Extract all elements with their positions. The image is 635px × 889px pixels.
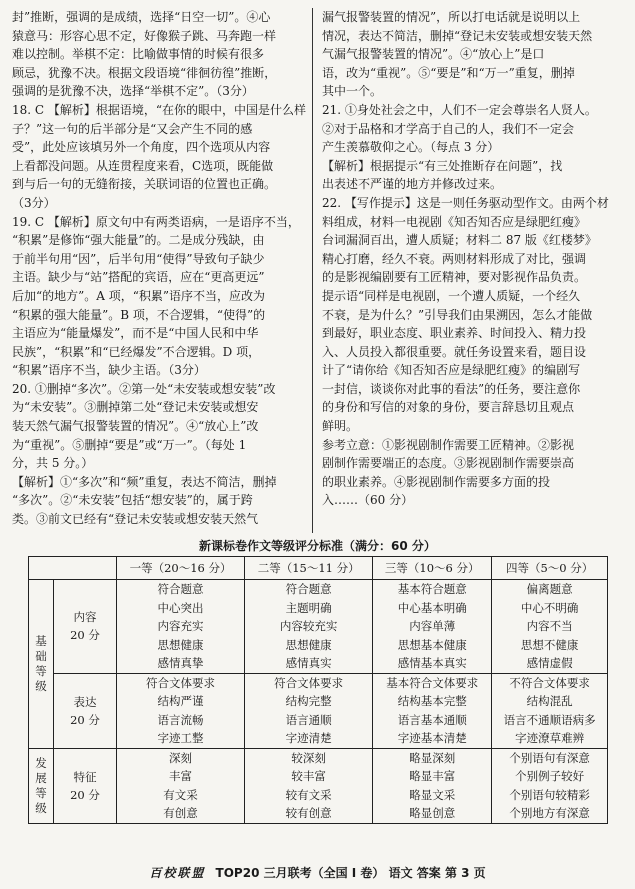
criterion-label [54, 673, 117, 748]
rubric-cell-line: 语言流畅 [157, 712, 204, 727]
text-line: 台词漏洞百出，遭人质疑；材料二 87 版《红楼梦》 [322, 233, 597, 248]
page-footer [0, 864, 635, 881]
rubric-cell-line: 内容较充实 [279, 619, 338, 633]
rubric-cell-line: 符合题意 [157, 582, 204, 596]
level-header: 一等（20～16 分） [117, 557, 245, 580]
rubric-cell-line: 感情虚假 [526, 656, 573, 670]
rubric-cell-line: 思想健康 [157, 637, 204, 652]
text-line: 难以控制。举棋不定：比喻做事情的时候有很多 [12, 47, 265, 62]
text-line: 子？”这一句的后半部分是“又会产生不同的感 [12, 121, 253, 136]
text-line: 分，共 5 分。） [12, 456, 94, 471]
criterion-name: 内容 [73, 610, 97, 625]
text-line: 上看都没问题。从连贯程度来看，C选项，既能做 [12, 158, 274, 173]
header-blank [29, 557, 117, 580]
rubric-cell-line: 符合文体要求 [274, 675, 344, 690]
rubric-cell-line: 语言通顺 [285, 712, 332, 727]
text-line: 18. C 【解析】根据语境，“在你的眼中，中国是什么样 [12, 102, 307, 117]
rubric-cell-line: 结构严谨 [157, 694, 204, 708]
text-line: 产生羡慕敬仰之心。（每点 3 分） [322, 140, 500, 155]
text-line: 参考立意：①影视剧制作需要工匠精神。②影视 [322, 437, 575, 452]
text-line: “多次”。②“未安装”包括“想安装”的，属于跨 [12, 493, 253, 508]
text-line: 为“未安装”。③删掉第二处“登记未安装或想安 [12, 400, 259, 415]
rubric-cell-line: 字迹基本清楚 [397, 731, 467, 745]
criterion-name: 表达 [73, 694, 97, 709]
text-line: 情况，表达不简洁，删掉“登记未安装或想安装天然 [322, 28, 593, 43]
text-line: 的职业素养。④影视剧制作需要多方面的投 [322, 474, 551, 489]
text-line: 【解析】根据提示“有三处推断存在问题”，找 [322, 158, 563, 173]
text-line: “积累的强大能量”。B 项，不合逻辑，“使得”的 [12, 307, 266, 322]
text-line: 鲜明。 [322, 419, 359, 434]
rubric-cell-line: 个别例子较好 [515, 769, 585, 783]
rubric-cell-line: 较丰富 [291, 769, 326, 783]
level-header: 二等（15～11 分） [245, 557, 373, 580]
rubric-cell [245, 673, 373, 748]
rubric-cell-line: 较有文采 [285, 787, 332, 802]
text-line: 【解析】①“多次”和“频”重复，表达不简洁，删掉 [12, 474, 277, 489]
rubric-cell-line: 偏离题意 [526, 582, 573, 596]
rubric-cell-line: 符合文体要求 [146, 675, 216, 690]
text-line: 入、人员投入都很重要。就任务设置来看，题目设 [322, 344, 587, 359]
rubric-cell-line: 中心突出 [157, 600, 204, 615]
rubric-cell-line: 内容不当 [526, 619, 573, 633]
criterion-score: 20 分 [70, 787, 100, 802]
rubric-cell-line: 基本符合文体要求 [386, 675, 479, 690]
text-line: 强调的是犹豫不决，选择“举棋不定”。（3分） [12, 84, 254, 99]
rubric-cell-line: 略显文采 [409, 787, 456, 802]
rubric-cell [492, 580, 608, 674]
rubric-cell [373, 580, 492, 674]
rubric-cell-line: 字迹潦草难辨 [515, 731, 585, 745]
text-line: 民族”，“积累”和“已经爆发”不合逻辑。D 项， [12, 344, 261, 359]
rubric-cell-line: 符合题意 [285, 582, 332, 596]
rubric-cell-line: 有文采 [163, 787, 198, 802]
text-line: 受”，此处应该填另外一个角度，四个选项从内容 [12, 140, 271, 155]
rubric-cell-line: 有创意 [163, 806, 198, 820]
category-label: 发 展 等 级 [29, 748, 54, 823]
rubric-table [28, 556, 608, 824]
rubric-cell [373, 673, 492, 748]
rubric-cell-line: 感情真挚 [157, 656, 204, 670]
text-line: 于前半句用“因”，后半句用“使得”导致句子缺少 [12, 251, 265, 266]
rubric-cell [492, 748, 608, 823]
rubric-cell-line: 思想健康 [285, 637, 332, 652]
rubric-cell-line: 较深刻 [291, 750, 326, 765]
rubric-title: 新课标卷作文等级评分标准（满分：60 分） [199, 539, 436, 553]
text-line: 后加“的地方”。A 项，“积累”语序不当，应改为 [12, 288, 266, 303]
text-line: 提示语“同样是电视剧，一个遭人质疑，一个经久 [322, 288, 581, 303]
rubric-cell-line: 中心基本明确 [397, 600, 467, 615]
text-line: 19. C 【解析】原文句中有两类语病，一是语序不当， [12, 214, 300, 229]
rubric-cell-line: 个别地方有深意 [509, 806, 590, 820]
rubric-cell-line: 略显丰富 [409, 769, 456, 783]
text-line: “积累”是修饰“强大能量”的。二是成分残缺，由 [12, 233, 265, 248]
rubric-cell [117, 673, 245, 748]
rubric-cell-line: 略显创意 [409, 806, 456, 820]
rubric-cell-line: 个别语句有深意 [509, 750, 590, 765]
text-line: 到与后一句的无缝衔接，关联词语的位置也正确。 [12, 177, 277, 192]
text-line: 的是影视编剧要有工匠精神，要对影视作品负责。 [322, 270, 587, 285]
rubric-cell-line: 主题明确 [285, 600, 332, 615]
text-line: ②对于品格和才学高于自己的人，我们不一定会 [322, 121, 575, 136]
text-line: 语，改为“重视”。⑤“要是”和“万一”重复，删掉 [322, 65, 575, 80]
rubric-cell-line: 内容充实 [157, 619, 204, 633]
rubric-cell-line: 深刻 [169, 750, 193, 765]
rubric-cell-line: 丰富 [169, 769, 193, 783]
text-line: 封”推断，强调的是成绩，选择“日空一切”。④心 [12, 10, 271, 24]
rubric-cell [245, 580, 373, 674]
rubric-cell-line: 不符合文体要求 [509, 675, 590, 690]
text-line: 22. 【写作提示】这是一则任务驱动型作文。由两个材 [322, 195, 609, 210]
criterion-score: 20 分 [70, 628, 100, 643]
text-line: （3分） [12, 195, 56, 210]
text-line: 为“重视”。⑤删掉“要是”或“万一”。（每处 1 [12, 437, 247, 452]
text-line: 装天然气漏气报警装置的情况”。④“放心上”改 [12, 419, 259, 434]
text-line: 剧制作需要端正的态度。③影视剧制作需要崇高 [322, 456, 575, 471]
rubric-cell-line: 语言不通顺语病多 [503, 712, 596, 727]
rubric-cell-line: 感情基本真实 [397, 656, 467, 670]
rubric-cell-line: 语言基本通顺 [397, 712, 467, 727]
criterion-name: 特征 [73, 769, 97, 784]
text-line: 猿意马：形容心思不定，好像猴子跳、马奔跑一样 [12, 28, 277, 43]
left-answer-column [12, 8, 308, 529]
rubric-cell-line: 较有创意 [285, 806, 332, 820]
rubric-cell [373, 748, 492, 823]
rubric-cell-line: 个别语句较精彩 [509, 787, 590, 802]
rubric-cell-line: 字迹清楚 [285, 731, 332, 745]
text-line: 主语应为“能量爆发”，而不是“中国人民和中华 [12, 326, 259, 341]
criterion-label [54, 748, 117, 823]
text-line: 其中一个。 [322, 84, 383, 99]
rubric-cell-line: 感情真实 [285, 656, 332, 670]
rubric-cell [117, 748, 245, 823]
text-line: 入……（60 分） [322, 493, 414, 508]
rubric-cell-line: 中心不明确 [520, 600, 579, 615]
text-line: 不衰，是为什么？”引导我们由果溯因，怎么才能做 [322, 307, 593, 322]
criterion-score: 20 分 [70, 712, 100, 727]
text-line: 21. ①身处社会之中，人们不一定会尊崇名人贤人。 [322, 102, 597, 117]
text-line: “积累”语序不当，缺少主语。（3分） [12, 363, 206, 378]
rubric-cell-line: 略显深刻 [409, 750, 456, 765]
text-line: 一封信，谈谈你对此事的看法”的任务，要注意你 [322, 381, 581, 396]
rubric-cell-line: 内容单薄 [409, 619, 456, 633]
text-line: 的身份和写信的对象的身份，要言辞恳切且观点 [322, 400, 575, 415]
text-line: 类。③前文已经有“登记未安装或想安装天然气 [12, 512, 259, 527]
text-line: 计了“请你给《知否知否应是绿肥红瘦》的编剧写 [322, 363, 581, 378]
rubric-cell [245, 748, 373, 823]
text-line: 料组成，材料一电视剧《知否知否应是绿肥红瘦》 [322, 214, 587, 229]
rubric-cell-line: 字迹工整 [157, 731, 204, 745]
level-header: 四等（5～0 分） [492, 557, 608, 580]
text-line: 出表述不严谨的地方并修改过来。 [322, 177, 503, 192]
rubric-cell-line: 结构完整 [285, 694, 332, 708]
rubric-cell-line: 结构混乱 [526, 694, 573, 708]
footer-logo: 百校联盟 [149, 866, 206, 880]
text-line: 到最好，职业态度、职业素养、时间投入、精力投 [322, 326, 587, 341]
rubric-cell-line: 思想基本健康 [397, 637, 467, 652]
criterion-label [54, 580, 117, 674]
text-line: 精心打磨，经久不衰。两则材料形成了对比，强调 [322, 251, 587, 266]
text-line: 顾忌，犹豫不决。根据文段语境“徘徊彷徨”推断， [12, 65, 277, 80]
text-line: 漏气报警装置的情况”，所以打电话就是说明以上 [322, 10, 581, 24]
text-line: 气漏气报警装置的情况”。④“放心上”是口 [322, 47, 545, 62]
right-answer-column [322, 8, 618, 510]
text-line: 主语。缺少与“站”搭配的宾语，应在“更高更远” [12, 270, 265, 285]
rubric-cell [117, 580, 245, 674]
rubric-cell-line: 结构基本完整 [397, 694, 467, 708]
footer-text: TOP20 三月联考（全国 Ⅰ 卷） 语文 答案 第 3 页 [215, 866, 486, 880]
rubric-cell-line: 基本符合题意 [397, 582, 467, 596]
level-header: 三等（10～6 分） [373, 557, 492, 580]
rubric-cell [492, 673, 608, 748]
category-label: 基 础 等 级 [29, 580, 54, 749]
column-divider [312, 8, 313, 533]
rubric-cell-line: 思想不健康 [520, 637, 579, 652]
text-line: 20. ①删掉“多次”。②第一处“未安装或想安装”改 [12, 381, 276, 396]
